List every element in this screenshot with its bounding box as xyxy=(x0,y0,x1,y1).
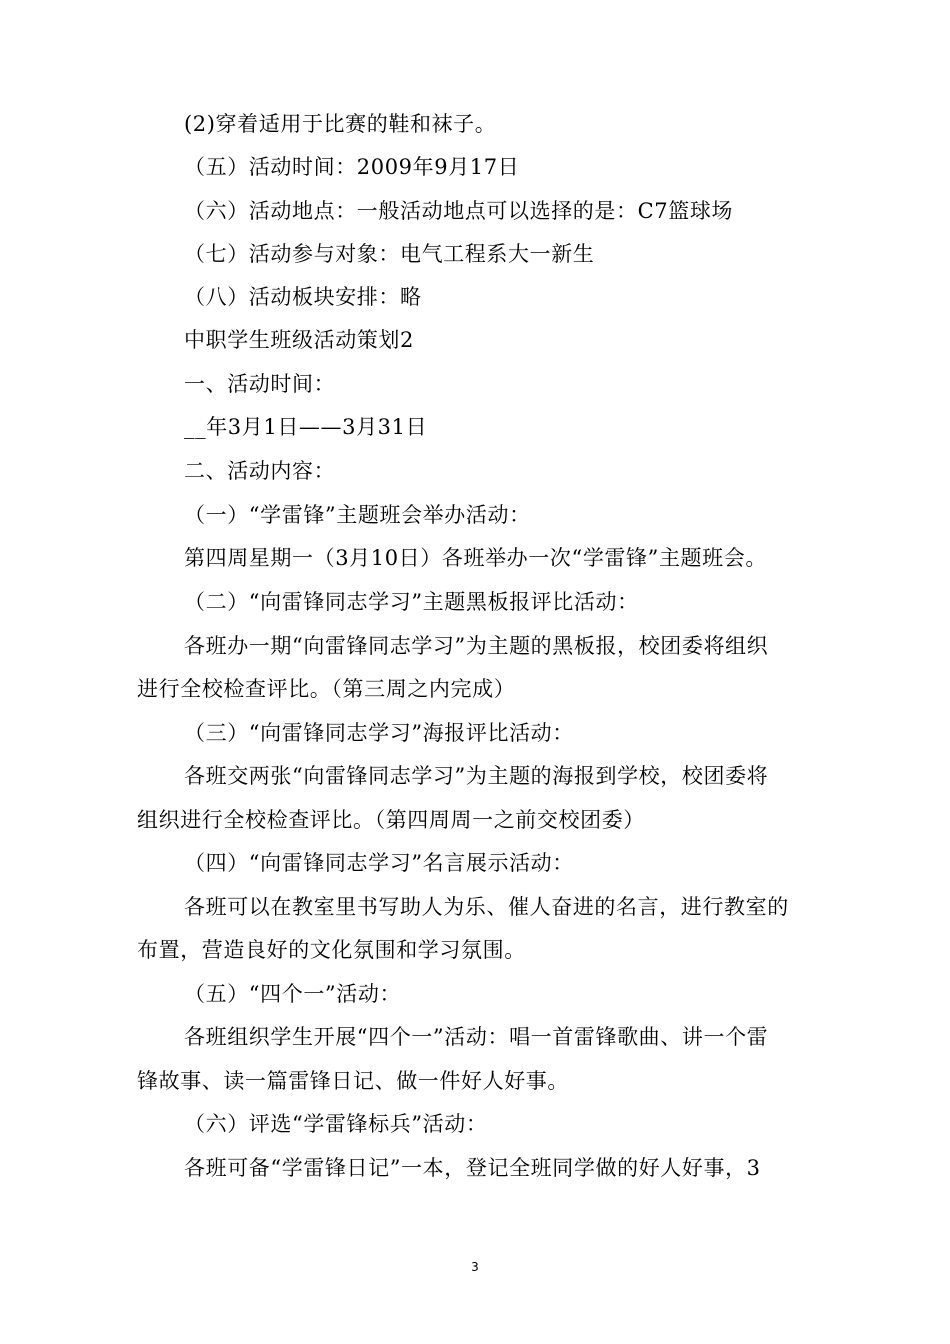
text-line: （三）“向雷锋同志学习”海报评比活动： xyxy=(184,721,574,745)
text-line: (2)穿着适用于比赛的鞋和袜子。 xyxy=(184,112,497,136)
text-line: （八）活动板块安排：略 xyxy=(184,285,422,309)
text-line: 组织进行全校检查评比。（第四周周一之前交校团委） xyxy=(137,808,645,832)
text-line: 一、活动时间： xyxy=(184,372,336,396)
text-line: （二）“向雷锋同志学习”主题黑板报评比活动： xyxy=(184,590,639,614)
text-line: 各班办一期“向雷锋同志学习”为主题的黑板报，校团委将组织 xyxy=(184,634,769,658)
page-number: 3 xyxy=(471,1260,479,1274)
text-line: （六）活动地点：一般活动地点可以选择的是：C7篮球场 xyxy=(184,199,734,223)
text-line: （四）“向雷锋同志学习”名言展示活动： xyxy=(184,851,574,875)
text-line: 各班组织学生开展“四个一”活动：唱一首雷锋歌曲、讲一个雷 xyxy=(184,1025,769,1049)
text-line: 第四周星期一（3月10日）各班举办一次“学雷锋”主题班会。 xyxy=(184,546,767,570)
text-line: 各班交两张“向雷锋同志学习”为主题的海报到学校，校团委将 xyxy=(184,764,769,788)
text-line: 各班可备“学雷锋日记”一本，登记全班同学做的好人好事，3 xyxy=(184,1156,761,1180)
text-line: 布置，营造良好的文化氛围和学习氛围。 xyxy=(137,938,526,962)
text-line: （一）“学雷锋”主题班会举办活动： xyxy=(184,503,531,527)
text-line: 各班可以在教室里书写助人为乐、催人奋进的名言，进行教室的 xyxy=(184,895,789,919)
text-line: 二、活动内容： xyxy=(184,459,336,483)
text-line: __年3月1日——3月31日 xyxy=(184,415,428,439)
section-heading: 中职学生班级活动策划2 xyxy=(184,328,414,352)
text-line: 锋故事、读一篇雷锋日记、做一件好人好事。 xyxy=(137,1069,569,1093)
text-line: 进行全校检查评比。（第三周之内完成） xyxy=(137,677,516,701)
text-line: （七）活动参与对象：电气工程系大一新生 xyxy=(184,242,595,266)
text-line: （五）“四个一”活动： xyxy=(184,982,402,1006)
text-line: （五）活动时间：2009年9月17日 xyxy=(184,155,520,179)
text-line: （六）评选“学雷锋标兵”活动： xyxy=(184,1112,488,1136)
